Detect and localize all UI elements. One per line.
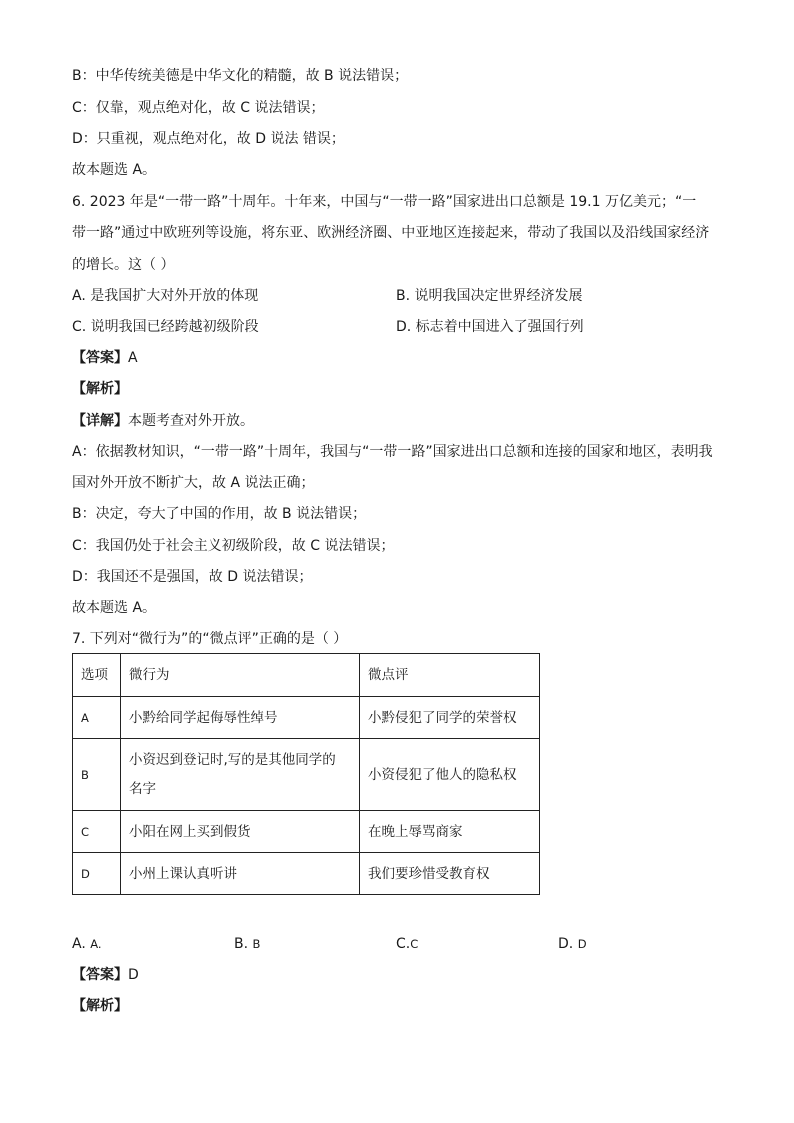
question-6-stem: 带一路”通过中欧班列等设施，将东亚、欧洲经济圈、中亚地区连接起来，带动了我国以及沿线国家经济 [72, 225, 710, 241]
option-label: C. [396, 936, 411, 952]
q6-analysis-tag [72, 379, 128, 399]
q6-option-b: B. 说明我国决定世界经济发展 [396, 288, 583, 304]
q7-option-b [234, 934, 260, 954]
option-value: B [252, 937, 261, 951]
table-row [73, 739, 540, 811]
q7-option-a [72, 934, 102, 954]
option-label: D. [558, 936, 574, 952]
option-value: A. [90, 937, 102, 951]
analysis-tag: 【解析】 [72, 998, 128, 1014]
text-line: C：仅靠，观点绝对化，故 C 说法错误； [72, 100, 325, 116]
table-header-row [73, 654, 540, 697]
text-line: B：决定，夸大了中国的作用，故 B 说法错误； [72, 506, 367, 522]
text-line: C：我国仍处于社会主义初级阶段，故 C 说法错误； [72, 538, 395, 554]
question-7-table [72, 653, 540, 895]
q6-option-c: C. 说明我国已经跨越初级阶段 [72, 319, 259, 335]
question-6-stem: 6. 2023 年是“一带一路”十周年。十年来，中国与“一带一路”国家进出口总额是 19.1 万亿美元；“一 [72, 194, 697, 210]
table-header: 微行为 [121, 654, 360, 697]
q6-option-a: A. 是我国扩大对外开放的体现 [72, 288, 259, 304]
text-line: D：我国还不是强国，故 D 说法错误； [72, 569, 313, 585]
table-cell: 在晚上辱骂商家 [360, 811, 540, 853]
answer-value: D [128, 967, 139, 983]
table-header: 选项 [73, 654, 121, 697]
option-label: A. [72, 936, 86, 952]
text-line: D：只重视，观点绝对化，故 D 说法 错误； [72, 131, 345, 147]
table-header: 微点评 [360, 654, 540, 697]
q6-option-d: D. 标志着中国进入了强国行列 [396, 319, 584, 335]
option-value: C [410, 937, 419, 951]
table-cell: 小资侵犯了他人的隐私权 [360, 739, 540, 811]
table-cell-line: 小资迟到登记时,写的是其他同学的 [129, 751, 336, 768]
text-line: 故本题选 A。 [72, 600, 157, 616]
text-line: A：依据教材知识，“一带一路”十周年，我国与“一带一路”国家进出口总额和连接的国家和地区，表明我 [72, 444, 713, 460]
text-line: 国对外开放不断扩大，故 A 说法正确； [72, 475, 315, 491]
table-cell: A [73, 697, 121, 739]
table-cell [121, 739, 360, 811]
table-cell: 小州上课认真听讲 [121, 853, 360, 895]
text-line: 故本题选 A。 [72, 162, 157, 178]
table-cell: 小阳在网上买到假货 [121, 811, 360, 853]
q7-option-c [396, 934, 418, 954]
option-label: B. [234, 936, 249, 952]
question-7-stem: 7. 下列对“微行为”的“微点评”正确的是（ ） [72, 631, 348, 647]
table-row [73, 853, 540, 895]
detail-tag: 【详解】 [72, 413, 128, 429]
table-cell: D [73, 853, 121, 895]
answer-tag: 【答案】 [72, 350, 128, 366]
q7-answer [72, 965, 139, 985]
analysis-tag: 【解析】 [72, 381, 128, 397]
table-row [73, 811, 540, 853]
table-cell-line: 名字 [129, 780, 156, 797]
table-row [73, 697, 540, 739]
table-cell: C [73, 811, 121, 853]
question-6-stem: 的增长。这（ ） [72, 257, 175, 273]
table-cell: 小黔给同学起侮辱性绰号 [121, 697, 360, 739]
q7-option-d [558, 934, 587, 954]
option-value: D [577, 937, 587, 951]
answer-value: A [128, 350, 138, 366]
answer-tag: 【答案】 [72, 967, 128, 983]
text-line: B：中华传统美德是中华文化的精髓，故 B 说法错误； [72, 68, 409, 84]
q6-answer [72, 348, 138, 368]
table-cell: 我们要珍惜受教育权 [360, 853, 540, 895]
detail-text: 本题考查对外开放。 [128, 413, 254, 429]
table-cell: B [73, 739, 121, 811]
table-cell: 小黔侵犯了同学的荣誉权 [360, 697, 540, 739]
q7-analysis-tag [72, 996, 128, 1016]
q6-detail [72, 411, 254, 431]
